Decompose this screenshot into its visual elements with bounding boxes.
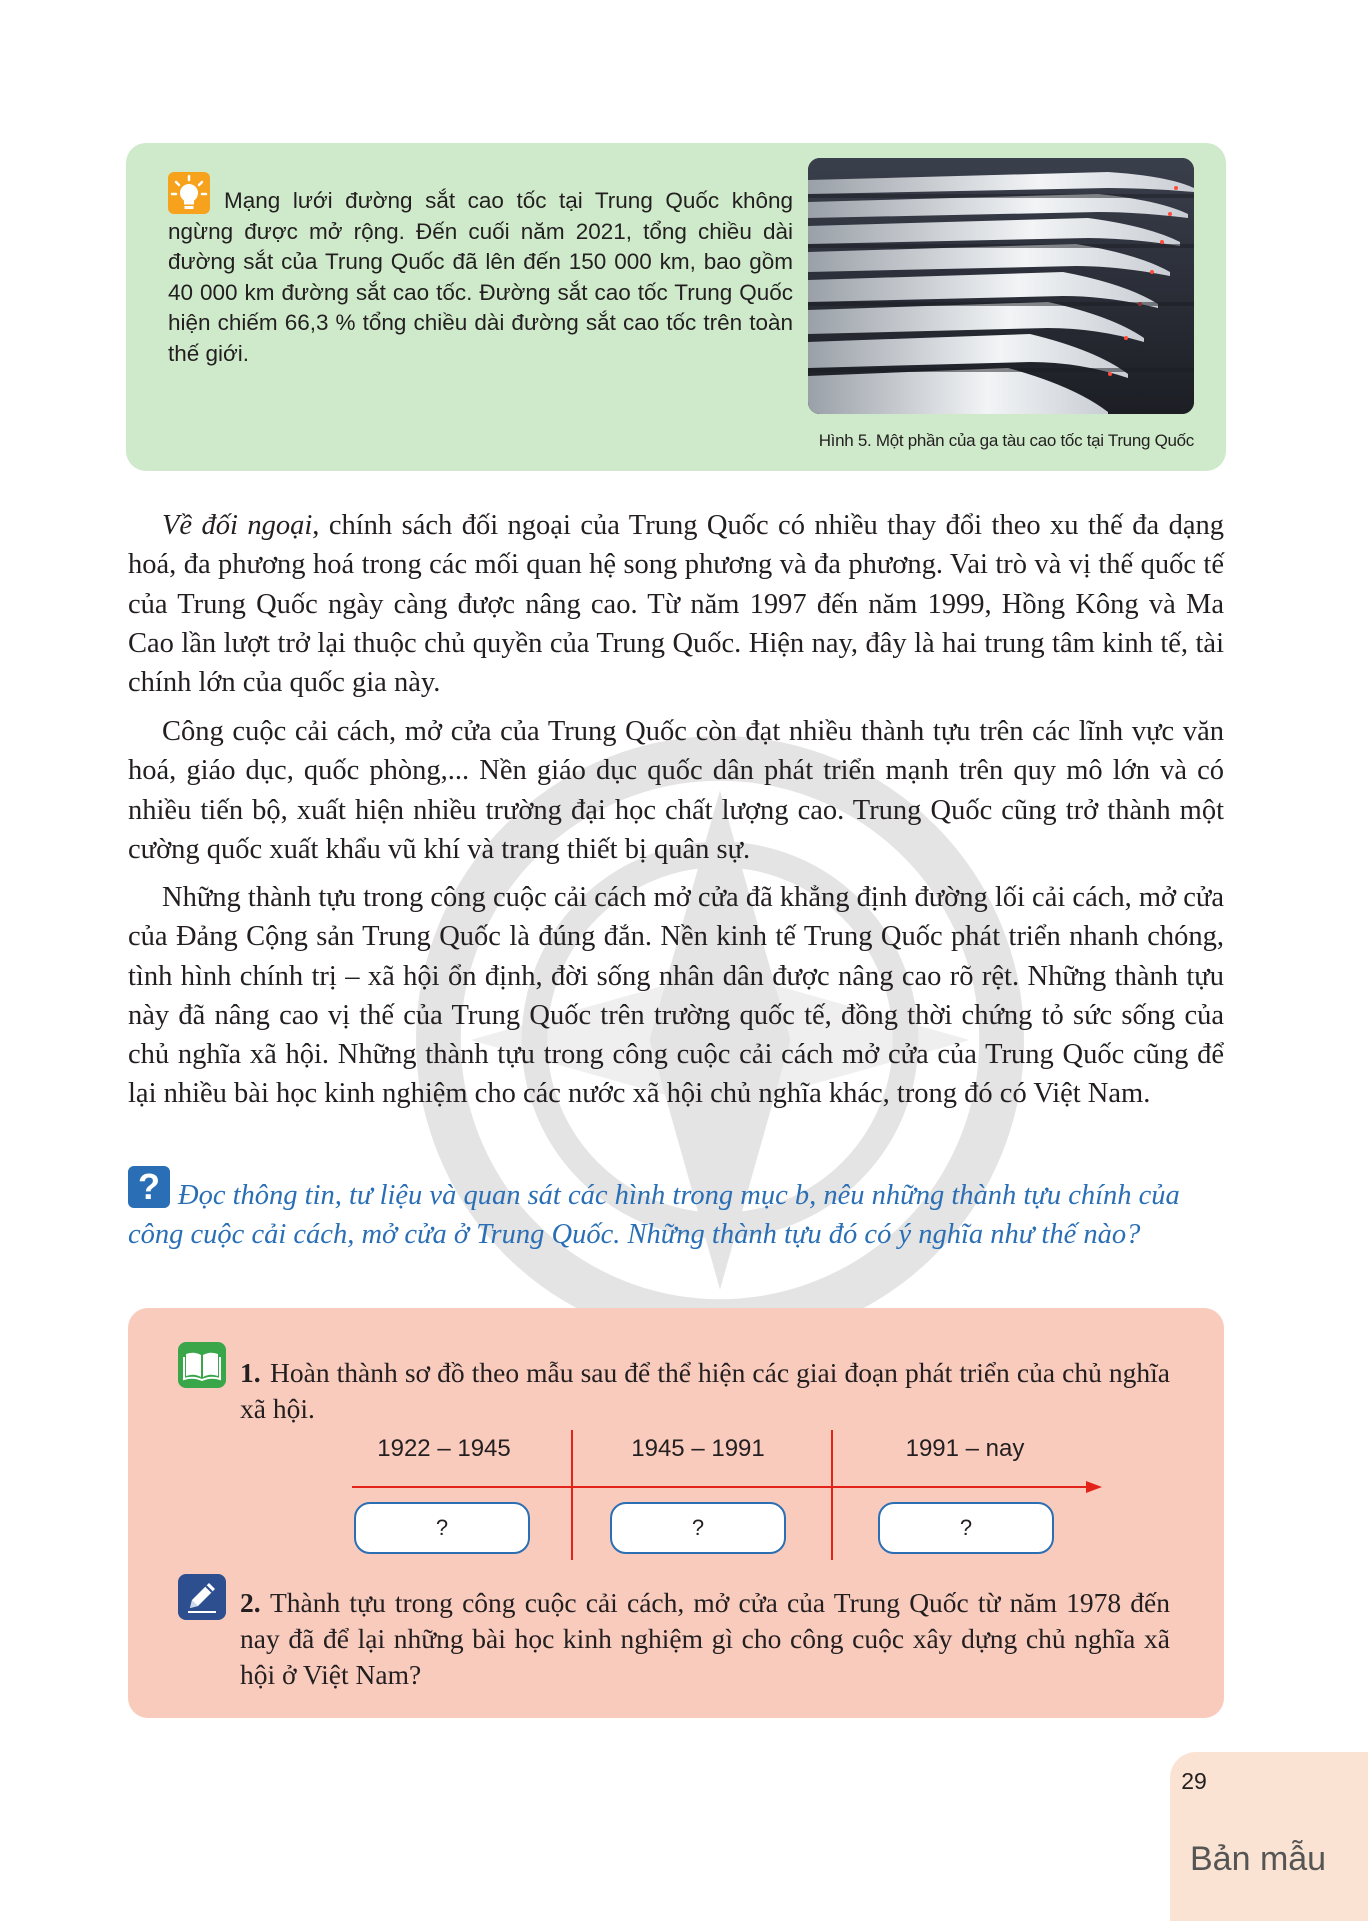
period-label-3: 1991 – nay — [905, 1435, 1025, 1462]
info-text: Mạng lưới đường sắt cao tốc tại Trung Quốc không ngừng được mở rộng. Đến cuối năm 2021, tổng chiều dài đường sắt của Trung Quốc đã lên đến 150 000 km, bao gồm 40 000 km đường sắt cao tốc. Đường sắt cao tốc Trung Quốc hiện chiếm 66,3 % tổng chiều dài đường sắt cao tốc trên toàn thế giới. — [168, 188, 793, 366]
exercise-item-1: 1. Hoàn thành sơ đồ theo mẫu sau để thể hiện các giai đoạn phát triển của chủ nghĩa xã hội. — [240, 1357, 1170, 1424]
paragraph-significance: Những thành tựu trong công cuộc cải cách mở cửa đã khẳng định đường lối cải cách, mở cửa của Đảng Cộng sản Trung Quốc là đúng đắn. Nền kinh tế Trung Quốc phát triển nhanh chóng, tình hình chính trị – xã hội ổn định, đời sống nhân dân được nâng cao rõ rệt. Những thành tựu này đã nâng cao vị thế của Trung Quốc trên trường quốc tế, đồng thời chứng tỏ sức sống của chủ nghĩa xã hội. Những thành tựu trong công cuộc cải cách mở cửa của Trung Quốc cũng để lại nhiều bài học kinh nghiệm cho các nước xã hội chủ nghĩa khác, trong đó có Việt Nam. — [128, 882, 1224, 1110]
placeholder-box-3[interactable]: ? — [878, 1502, 1054, 1554]
paragraph-achievements: Công cuộc cải cách, mở cửa của Trung Quốc còn đạt nhiều thành tựu trên các lĩnh vực văn hoá, giáo dục, quốc phòng,... Nền giáo dục quốc dân phát triển mạnh trên quy mô lớn và có nhiều tiến bộ, xuất hiện nhiều trường đại học chất lượng cao. Trung Quốc cũng trở thành một cường quốc xuất khẩu vũ khí và trang thiết bị quân sự. — [128, 716, 1224, 865]
book-icon — [178, 1342, 226, 1388]
placeholder-box-2[interactable]: ? — [610, 1502, 786, 1554]
sample-stamp: Bản mẫu — [1190, 1840, 1327, 1878]
period-label-2: 1945 – 1991 — [631, 1435, 765, 1462]
paragraph-lead: Về đối ngoại — [162, 510, 313, 541]
placeholder-box-1[interactable]: ? — [354, 1502, 530, 1554]
train-station-photo — [808, 158, 1194, 414]
question-icon: ? — [128, 1166, 170, 1208]
exercise-item-2: 2. Thành tựu trong công cuộc cải cách, mở cửa của Trung Quốc từ năm 1978 đến nay đã để lại những bài học kinh nghiệm gì cho công cuộc xây dựng chủ nghĩa xã hội ở Việt Nam? — [240, 1587, 1170, 1690]
page-number: 29 — [1181, 1768, 1207, 1794]
question-text: Đọc thông tin, tư liệu và quan sát các hình trong mục b, nêu những thành tựu chính của công cuộc cải cách, mở cửa ở Trung Quốc. Những thành tựu đó có ý nghĩa như thế nào? — [128, 1180, 1180, 1251]
paragraph-foreign-policy: Về đối ngoại, chính sách đối ngoại của Trung Quốc có nhiều thay đổi theo xu thế đa dạng hoá, đa phương hoá trong các mối quan hệ song phương và đa phương. Vai trò và vị thế quốc tế của Trung Quốc ngày càng được nâng cao. Từ năm 1997 đến năm 1999, Hồng Kông và Ma Cao lần lượt trở lại thuộc chủ quyền của Trung Quốc. Hiện nay, đây là hai trung tâm kinh tế, tài chính lớn của quốc gia này. — [128, 510, 1224, 699]
figure-caption: Hình 5. Một phần của ga tàu cao tốc tại Trung Quốc — [818, 431, 1194, 450]
timeline-arrowhead — [1086, 1481, 1102, 1493]
pencil-icon — [178, 1574, 226, 1620]
period-label-1: 1922 – 1945 — [377, 1435, 511, 1462]
